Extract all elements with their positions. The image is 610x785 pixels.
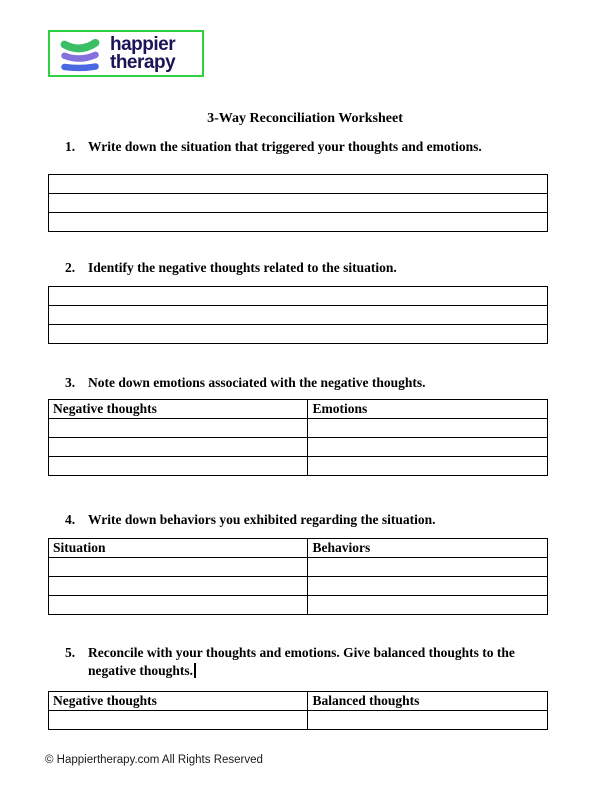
situation-cell[interactable] (49, 577, 308, 596)
page-title: 3-Way Reconciliation Worksheet (207, 111, 403, 126)
situation-line-cell[interactable] (49, 175, 548, 194)
table-row (49, 287, 548, 306)
table-row (49, 457, 548, 476)
balanced-thoughts-table (48, 691, 548, 730)
table-header-row (49, 400, 548, 419)
behaviors-table-header-situation: Situation (49, 539, 308, 558)
table-row (49, 577, 548, 596)
prompt-3-number: 3. (65, 375, 76, 390)
behaviors-table-header-behaviors: Behaviors (308, 539, 548, 558)
behavior-cell[interactable] (308, 596, 548, 615)
prompt-1-number: 1. (65, 139, 76, 154)
emotion-cell[interactable] (308, 457, 548, 476)
negative-thought-line-cell[interactable] (49, 287, 548, 306)
negative-thought-cell[interactable] (49, 457, 308, 476)
prompt-5-text: Reconcile with your thoughts and emotions. Give balanced thoughts to the negative thoughts. (88, 645, 515, 678)
emotion-cell[interactable] (308, 419, 548, 438)
prompt-2-text: Identify the negative thoughts related to the situation. (88, 260, 397, 275)
prompt-2-number: 2. (65, 260, 76, 275)
behaviors-table (48, 538, 548, 615)
situation-lines-table (48, 174, 548, 232)
logo-wordmark (110, 33, 176, 73)
prompt-1 (65, 138, 548, 156)
prompt-3 (65, 374, 548, 392)
prompt-2 (65, 259, 548, 277)
negative-thought-cell[interactable] (49, 711, 308, 730)
prompt-1-text: Write down the situation that triggered your thoughts and emotions. (88, 139, 482, 154)
logo-strokes-icon (56, 35, 104, 73)
table-row (49, 419, 548, 438)
situation-cell[interactable] (49, 558, 308, 577)
table-row (49, 213, 548, 232)
prompt-4-number: 4. (65, 512, 76, 527)
balanced-table-header-negative-thoughts: Negative thoughts (49, 692, 308, 711)
situation-line-cell[interactable] (49, 194, 548, 213)
prompt-5-number: 5. (65, 645, 76, 660)
emotions-table-header-emotions: Emotions (308, 400, 548, 419)
table-header-row (49, 539, 548, 558)
logo-word-therapy: therapy (110, 51, 176, 73)
balanced-thought-cell[interactable] (308, 711, 548, 730)
situation-cell[interactable] (49, 596, 308, 615)
logo (48, 30, 204, 77)
table-row (49, 711, 548, 730)
copyright-footer: © Happiertherapy.com All Rights Reserved (45, 754, 263, 766)
balanced-table-header-balanced-thoughts: Balanced thoughts (308, 692, 548, 711)
prompt-3-text: Note down emotions associated with the negative thoughts. (88, 375, 426, 390)
emotion-cell[interactable] (308, 438, 548, 457)
table-row (49, 325, 548, 344)
negative-thought-line-cell[interactable] (49, 325, 548, 344)
table-row (49, 438, 548, 457)
behavior-cell[interactable] (308, 558, 548, 577)
negative-thought-cell[interactable] (49, 438, 308, 457)
negative-thought-line-cell[interactable] (49, 306, 548, 325)
table-row (49, 596, 548, 615)
table-row (49, 558, 548, 577)
text-cursor (194, 663, 196, 678)
logo-word-happier: happier (110, 33, 176, 55)
table-row (49, 306, 548, 325)
situation-line-cell[interactable] (49, 213, 548, 232)
negative-thoughts-lines-table (48, 286, 548, 344)
table-row (49, 194, 548, 213)
table-row (49, 175, 548, 194)
prompt-4 (65, 511, 548, 529)
emotions-table-header-negative-thoughts: Negative thoughts (49, 400, 308, 419)
behavior-cell[interactable] (308, 577, 548, 596)
table-header-row (49, 692, 548, 711)
prompt-4-text: Write down behaviors you exhibited regarding the situation. (88, 512, 436, 527)
prompt-5 (65, 644, 548, 680)
prompt-5-text-wrap (88, 644, 548, 680)
negative-thought-cell[interactable] (49, 419, 308, 438)
emotions-table (48, 399, 548, 476)
